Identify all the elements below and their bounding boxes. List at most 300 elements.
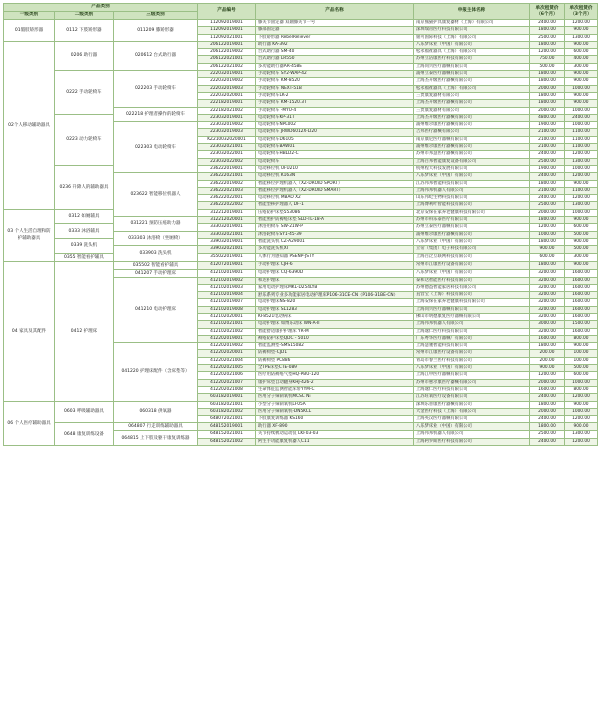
rent-3m-cell: 1000.00 bbox=[565, 408, 598, 415]
rent-3m-cell: 100.00 bbox=[565, 350, 598, 357]
product-code-cell: 222182021002 bbox=[198, 107, 256, 114]
rent-6m-cell: 1800.00 bbox=[530, 78, 565, 85]
rent-6m-cell: 3200.00 bbox=[530, 284, 565, 291]
table-body bbox=[4, 20, 598, 446]
level2-category-cell: 0603 呼吸辅助器具 bbox=[55, 401, 114, 423]
product-code-cell: 339032021001 bbox=[198, 246, 256, 253]
rent-3m-cell: 1000.00 bbox=[565, 122, 598, 129]
applicant-cell: 上海安保在家养老健康科技有限公司 bbox=[414, 299, 530, 306]
rent-6m-cell: 3200.00 bbox=[530, 328, 565, 335]
product-name-cell: KF8521电动病床 bbox=[256, 313, 414, 320]
rent-6m-cell: 3200.00 bbox=[530, 277, 565, 284]
product-name-cell: 电动轮椅车 JRWD6012X-LI20 bbox=[256, 129, 414, 136]
rent-6m-cell: 1800.00 bbox=[530, 261, 565, 269]
product-code-cell: 112092021001 bbox=[198, 34, 256, 41]
rental-price-table-container bbox=[3, 3, 597, 446]
applicant-cell: 大金医疗科技（上海）有限公司 bbox=[414, 408, 530, 415]
table-row bbox=[4, 423, 598, 431]
rent-6m-cell: 1800.00 bbox=[530, 238, 565, 245]
rent-6m-cell: 2400.00 bbox=[530, 438, 565, 445]
level3-category-cell: 033903 洗头机 bbox=[114, 246, 198, 261]
product-code-cell: 222032019001 bbox=[198, 71, 256, 78]
level1-header: 一级类别 bbox=[4, 12, 55, 20]
applicant-cell: 深圳瑞帝医疗科技有限公司 bbox=[414, 27, 530, 34]
product-code-cell: 412202021007 bbox=[198, 379, 256, 386]
applicant-cell: 八乐梦床业（中国）有限公司 bbox=[414, 423, 530, 431]
rent-3m-cell: 1100.00 bbox=[565, 144, 598, 151]
applicant-cell: 松永福祉器具（上海）有限公司 bbox=[414, 49, 530, 56]
product-name-cell: 助行器 XF-890 bbox=[256, 423, 414, 431]
rent-3m-cell: 600.00 bbox=[565, 224, 598, 231]
product-code-cell: 312212019001 bbox=[198, 209, 256, 216]
table-row bbox=[4, 41, 598, 48]
rent-3m-cell: 1200.00 bbox=[565, 151, 598, 158]
rent-3m-cell: 1100.00 bbox=[565, 187, 598, 194]
product-name-cell: 智能监测垫-SMS15082 bbox=[256, 343, 414, 350]
applicant-cell: 南京康尼医疗器械有限公司 bbox=[414, 136, 530, 143]
level2-category-cell: 0412 护理床 bbox=[55, 261, 114, 401]
applicant-cell: 南京熊猫护具康复器材（上海）有限公司 bbox=[414, 20, 530, 27]
name-header: 产品名称 bbox=[256, 4, 414, 20]
level3-category-cell: 031221 预防压疮助力器 bbox=[114, 217, 198, 232]
product-name-cell: 防褥椅垫 PC886 bbox=[256, 357, 414, 364]
product-name-cell: 手动轮椅车 -MYU-4 bbox=[256, 107, 414, 114]
level3-header: 三级类别 bbox=[114, 12, 198, 20]
rent-3m-cell: 1200.00 bbox=[565, 394, 598, 401]
product-code-cell: 206122021001 bbox=[198, 56, 256, 63]
rent-3m-cell: 500.00 bbox=[565, 246, 598, 253]
rent-6m-cell: 3000.00 bbox=[530, 321, 565, 328]
rent-6m-cell: 2000.00 bbox=[530, 85, 565, 92]
rent-6m-cell: 1600.00 bbox=[530, 335, 565, 342]
rent-6m-cell: 2500.00 bbox=[530, 34, 565, 41]
product-code-cell: 223032019003 bbox=[198, 129, 256, 136]
rent-6m-cell: 1800.00 bbox=[530, 71, 565, 78]
level2-category-cell: 0333 沐浴辅具 bbox=[55, 224, 114, 239]
product-code-cell: 206122019002 bbox=[198, 49, 256, 56]
level2-category-cell: 0206 助行器 bbox=[55, 41, 114, 70]
rent-6m-cell: 1800.00 bbox=[530, 180, 565, 187]
product-name-cell: 生命体征监测智能床带YYM-C bbox=[256, 386, 414, 393]
level3-category-cell: 023622 智能移位机器人 bbox=[114, 173, 198, 217]
rent-6m-cell: 2400.00 bbox=[530, 173, 565, 180]
rent-3m-cell: 100.00 bbox=[565, 357, 598, 364]
code-header: 产品编号 bbox=[198, 4, 256, 20]
product-name-cell: 关节持续被动运动仪 LKF03-03 bbox=[256, 431, 414, 438]
product-name-cell: 电动护理床 CQ-6390D bbox=[256, 269, 414, 277]
product-name-cell: 小型分子筛制氧机LF05A bbox=[256, 401, 414, 408]
applicant-cell: 上海江申医疗器械有限公司 bbox=[414, 372, 530, 379]
product-code-cell: 222032019003 bbox=[198, 85, 256, 92]
rent-3m-cell: 400.00 bbox=[565, 56, 598, 63]
rent-3m-cell: 1200.00 bbox=[565, 195, 598, 202]
rent-6m-cell: 2500.00 bbox=[530, 431, 565, 438]
level2-category-cell: 0223 动力轮椅车 bbox=[55, 114, 114, 165]
rent-6m-cell: 1800.00 bbox=[530, 41, 565, 48]
level2-category-cell: 0112 下肢矫形器 bbox=[55, 20, 114, 42]
product-name-cell: 多功能助行器AR-458E bbox=[256, 63, 414, 70]
rent-3m-cell: 900.00 bbox=[565, 261, 598, 269]
applicant-cell: 上海邦邦机器人有限公司 bbox=[414, 321, 530, 328]
rent-3m-cell: 1600.00 bbox=[565, 299, 598, 306]
product-code-cell: 236222022001 bbox=[198, 195, 256, 202]
product-code-cell: 112092019001 bbox=[198, 20, 256, 27]
level3-category-cell: 011209 膝矫形器 bbox=[114, 20, 198, 42]
product-name-cell: 电动轮椅车 bbox=[256, 158, 414, 165]
applicant-cell: 苏州立泰医疗器械有限公司 bbox=[414, 224, 530, 231]
product-name-cell: 智能移位护理机器人（XZ-DROID SMART） bbox=[256, 187, 414, 194]
product-name-cell: 医疗用防褥疮气垫HQ-PBU-120 bbox=[256, 372, 414, 379]
applicant-cell: 山东邦纪生物科技有限公司 bbox=[414, 195, 530, 202]
applicant-cell: 上海逸仁医疗科技有限公司 bbox=[414, 386, 530, 393]
level1-category-cell: 04 家具及其配件 bbox=[4, 261, 55, 401]
applicant-cell: 上海阿罗斯医疗科技有限公司 bbox=[414, 438, 530, 445]
applicant-cell: 北京安保在家养老健康科技有限公司 bbox=[414, 209, 530, 216]
product-name-cell: 压疮防护床垫553086 bbox=[256, 209, 414, 216]
rent-3m-cell: 1000.00 bbox=[565, 379, 598, 386]
product-code-cell: 412202021008 bbox=[198, 386, 256, 393]
product-code-cell: 236222019001 bbox=[198, 165, 256, 172]
applicant-cell: 江苏邦邦智能科技有限公司 bbox=[414, 180, 530, 187]
applicant-cell: 江苏旺氧医疗设备有限公司 bbox=[414, 394, 530, 401]
rent-3m-cell: 1000.00 bbox=[565, 209, 598, 216]
product-name-cell: 和达护理床 bbox=[256, 277, 414, 284]
product-code-cell: 603182019001 bbox=[198, 394, 256, 401]
applicant-cell: 八乐梦床业（中国）有限公司 bbox=[414, 365, 530, 372]
product-name-cell: 手动轮椅车 KM-8520 bbox=[256, 78, 414, 85]
rent-6m-cell: 3200.00 bbox=[530, 269, 565, 277]
rent-6m-cell: 900.00 bbox=[530, 246, 565, 253]
rent-6m-cell: 1900.00 bbox=[530, 165, 565, 172]
product-name-cell: 台式助行器 SM-40 bbox=[256, 49, 414, 56]
level1-category-cell: 03 个人生活自理和防护辅助器具 bbox=[4, 209, 55, 261]
rent-3m-cell: 1200.00 bbox=[565, 20, 598, 27]
rent-6m-cell: 1800.00 bbox=[530, 92, 565, 99]
applicant-cell: 青岛市春兰医疗科技有限公司 bbox=[414, 357, 530, 364]
rent3-header: 单次租赁价 （3个月） bbox=[565, 4, 598, 20]
product-name-cell: 智能照护防褥疮床垫 SLD-TL-18-A bbox=[256, 217, 414, 224]
rent-3m-cell: 1600.00 bbox=[565, 269, 598, 277]
applicant-cell: 八乐梦床业（中国）有限公司 bbox=[414, 269, 530, 277]
product-code-cell: 236222021001 bbox=[198, 173, 256, 180]
rent-3m-cell: 1600.00 bbox=[565, 313, 598, 320]
product-name-cell: 阿生手功能康复机器人C11 bbox=[256, 438, 414, 445]
product-name-cell: 人体行为感知器 PSENP-JSTY bbox=[256, 253, 414, 261]
applicant-cell: 苏州市科乐泰医疗有限公司 bbox=[414, 217, 530, 224]
level3-category-cell: 022203 手动轮椅车 bbox=[114, 71, 198, 107]
product-code-cell: 648072021001 bbox=[198, 416, 256, 423]
product-name-cell: 沐浴用椅车 SW-21W-P bbox=[256, 224, 414, 231]
table-row bbox=[4, 238, 598, 245]
product-name-cell: 康护床垫自动翻身KHJ-426-2 bbox=[256, 379, 414, 386]
product-name-cell: 助行器 KA-392 bbox=[256, 41, 414, 48]
rent-6m-cell: 2000.00 bbox=[530, 209, 565, 216]
rent-3m-cell: 500.00 bbox=[565, 231, 598, 238]
product-name-cell: 电动轮椅车D6105 bbox=[256, 136, 414, 143]
applicant-cell: 常州市江康医疗设备有限公司 bbox=[414, 350, 530, 357]
product-code-cell: 222032020001 bbox=[198, 92, 256, 99]
rent-3m-cell: 1200.00 bbox=[565, 438, 598, 445]
applicant-cell: 上海傅利叶智能科技有限公司 bbox=[414, 202, 530, 209]
product-name-cell: 医用分子筛制氧机-DN5KCL bbox=[256, 408, 414, 415]
rent-3m-cell: 2400.00 bbox=[565, 114, 598, 121]
rent-6m-cell: 2000.00 bbox=[530, 107, 565, 114]
product-code-cell: 412202021006 bbox=[198, 372, 256, 379]
product-name-cell: 电动移位机 UFU210 bbox=[256, 165, 414, 172]
level3-category-cell: 060318 供氧器 bbox=[114, 401, 198, 423]
applicant-cell: 上海邦邦机器人有限公司 bbox=[414, 187, 530, 194]
rent-6m-cell: 3200.00 bbox=[530, 313, 565, 320]
applicant-cell: 上海百邦智能康复设备有限公司 bbox=[414, 158, 530, 165]
rent-3m-cell: 1300.00 bbox=[565, 34, 598, 41]
product-name-cell: 下肢矫形器 RebelReliever bbox=[256, 34, 414, 41]
product-code-cell: 339032019001 bbox=[198, 238, 256, 245]
applicant-cell: 立帝（集团）电子科技有限公司 bbox=[414, 246, 530, 253]
rent-6m-cell: 200.00 bbox=[530, 357, 565, 364]
applicant-cell: 上海杰升级医疗器械有限公司 bbox=[414, 78, 530, 85]
rent-3m-cell: 300.00 bbox=[565, 63, 598, 70]
product-name-cell: 智能舒适康护护理床 YR-M bbox=[256, 328, 414, 335]
rent-6m-cell: 2400.00 bbox=[530, 394, 565, 401]
rent-6m-cell: 1900.00 bbox=[530, 122, 565, 129]
product-name-cell: 电动移位机 MBAO X2 bbox=[256, 195, 414, 202]
level1-category-cell: 01假肢矫形器 bbox=[4, 20, 55, 42]
product-name-cell: 手动轮椅车 NEXT-51B bbox=[256, 85, 414, 92]
product-code-cell: 412202019001 bbox=[198, 335, 256, 342]
product-name-cell: 下肢康复训练器 KS160 bbox=[256, 416, 414, 423]
applicant-cell: 杭州程天科技发展有限公司 bbox=[414, 165, 530, 172]
rent-3m-cell: 900.00 bbox=[565, 217, 598, 224]
product-code-cell: 648152019001 bbox=[198, 423, 256, 431]
table-row bbox=[4, 401, 598, 408]
applicant-cell: 苏州市惠尔康医疗器械有限公司 bbox=[414, 379, 530, 386]
table-row bbox=[4, 71, 598, 78]
product-code-cell: 412102021001 bbox=[198, 321, 256, 328]
rent-3m-cell: 1500.00 bbox=[565, 321, 598, 328]
product-code-cell: 412102020001 bbox=[198, 313, 256, 320]
applicant-cell: 三贵康复器材有限公司 bbox=[414, 107, 530, 114]
product-name-cell: 智能型移护理器人 DF-1 bbox=[256, 202, 414, 209]
product-code-cell: 412202020001 bbox=[198, 350, 256, 357]
rent-6m-cell: 2400.00 bbox=[530, 416, 565, 423]
rent-6m-cell: 1800.00 bbox=[530, 401, 565, 408]
level2-category-cell: 0236 升降人的辅助器具 bbox=[55, 165, 114, 209]
rent-3m-cell: 1300.00 bbox=[565, 431, 598, 438]
rent-6m-cell: 1800.00 bbox=[530, 423, 565, 431]
rent-3m-cell: 900.00 bbox=[565, 100, 598, 107]
rent-6m-cell: 2100.00 bbox=[530, 144, 565, 151]
rent-3m-cell: 1300.00 bbox=[565, 158, 598, 165]
applicant-cell: 浦州维尔康医疗器械有限公司 bbox=[414, 231, 530, 238]
rent-6m-cell: 750.00 bbox=[530, 56, 565, 63]
product-name-cell: 沐浴轮椅车SY1-45-39 bbox=[256, 231, 414, 238]
level3-category-cell: 041210 电动护理床 bbox=[114, 277, 198, 343]
applicant-cell: 八乐梦床业（中国）有限公司 bbox=[414, 41, 530, 48]
product-name-cell: 电动轮椅车BAW01 bbox=[256, 144, 414, 151]
product-name-cell: 膝关节固定器 双轴膝关节一号 bbox=[256, 20, 414, 27]
product-code-cell: 222032019002 bbox=[198, 78, 256, 85]
level3-category-cell: 041220 护理床配件（含床垫等） bbox=[114, 343, 198, 401]
applicant-cell: 浦州立泰医疗器械有限公司 bbox=[414, 71, 530, 78]
rent-3m-cell: 900.00 bbox=[565, 180, 598, 187]
product-code-cell: 236222021003 bbox=[198, 187, 256, 194]
product-name-cell: 手动轮椅车 KM-1520.3T bbox=[256, 100, 414, 107]
level3-category-cell: 020612 台式助行器 bbox=[114, 41, 198, 70]
rent-6m-cell: 1000.00 bbox=[530, 231, 565, 238]
rent-3m-cell: 1200.00 bbox=[565, 416, 598, 423]
product-name-cell: 全TPE床垫CTE-089 bbox=[256, 365, 414, 372]
product-name-cell: 多功能洗头机XI bbox=[256, 246, 414, 253]
rent-6m-cell: 2400.00 bbox=[530, 151, 565, 158]
applicant-cell: 上海邦邦机器人有限公司 bbox=[414, 431, 530, 438]
rent-3m-cell: 600.00 bbox=[565, 49, 598, 56]
applicant-cell: 佛山市明德康复医疗器械有限公司 bbox=[414, 313, 530, 320]
rent-6m-cell: 2100.00 bbox=[530, 187, 565, 194]
rent-6m-cell: 3200.00 bbox=[530, 299, 565, 306]
level2-category-cell: 0312 如厕辅具 bbox=[55, 209, 114, 224]
category-group-header: 产品类别 bbox=[4, 4, 198, 12]
product-name-cell: 手动护理床 CJH-6 bbox=[256, 261, 414, 269]
applicant-cell: 苏州德益智能家居科技有限公司 bbox=[414, 284, 530, 291]
applicant-cell: 松永福祉器具（上海）有限公司 bbox=[414, 85, 530, 92]
product-code-cell: 223032022001 bbox=[198, 151, 256, 158]
applicant-cell: 八乐梦床业（中国）有限公司 bbox=[414, 238, 530, 245]
product-code-cell: 412102019008 bbox=[198, 306, 256, 313]
product-code-cell: 333032021001 bbox=[198, 231, 256, 238]
product-name-cell: 电动轮椅车HBLD2-C bbox=[256, 151, 414, 158]
rent6-header: 单次租赁价 （6个月） bbox=[530, 4, 565, 20]
rent-6m-cell: 2500.00 bbox=[530, 158, 565, 165]
product-name-cell: 手动轮椅车LK-2 bbox=[256, 92, 414, 99]
rent-3m-cell: 300.00 bbox=[565, 253, 598, 261]
rent-3m-cell: 1300.00 bbox=[565, 202, 598, 209]
level3-category-cell: 064815 上下肢及躯干康复训练器 bbox=[114, 431, 198, 446]
applicant-cell: 上海百泛互联网科技有限公司 bbox=[414, 253, 530, 261]
rent-3m-cell: 1600.00 bbox=[565, 277, 598, 284]
product-code-cell: 648152021002 bbox=[198, 438, 256, 445]
rent-6m-cell: 1200.00 bbox=[530, 224, 565, 231]
product-code-cell: 223032019002 bbox=[198, 122, 256, 129]
rent-6m-cell: 3200.00 bbox=[530, 306, 565, 313]
product-name-cell: 医用分子筛制氧机MCSC Ni bbox=[256, 394, 414, 401]
applicant-cell: 深圳乐普康医疗器械有限公司 bbox=[414, 401, 530, 408]
product-code-cell: 206122019001 bbox=[198, 41, 256, 48]
table-row bbox=[4, 261, 598, 269]
applicant-cell: 上海同兴医疗器械有限公司 bbox=[414, 63, 530, 70]
product-code-cell: 603182021002 bbox=[198, 408, 256, 415]
applicant-cell: 上海同兴医疗器械有限公司 bbox=[414, 306, 530, 313]
product-code-cell: 648152021001 bbox=[198, 431, 256, 438]
level3-category-cell: 022218 护理者操作的轮椅车 bbox=[114, 107, 198, 122]
rent-3m-cell: 1600.00 bbox=[565, 328, 598, 335]
rent-3m-cell: 900.00 bbox=[565, 78, 598, 85]
rent-3m-cell: 800.00 bbox=[565, 335, 598, 342]
rent-3m-cell: 900.00 bbox=[565, 27, 598, 34]
product-name-cell: 家用电动护理床MKL-D254LYB bbox=[256, 284, 414, 291]
rental-price-table bbox=[3, 3, 598, 446]
applicant-cell: 八乐梦床业（中国）有限公司 bbox=[414, 173, 530, 180]
applicant-cell: 苏州市邦慧医疗器械有限公司 bbox=[414, 151, 530, 158]
level3-category-cell: 041207 手动护理床 bbox=[114, 269, 198, 277]
table-row bbox=[4, 114, 598, 121]
level2-category-cell: 0339 洗头机 bbox=[55, 238, 114, 253]
level3-category-cell: 035502 智能看护辅具 bbox=[114, 261, 198, 269]
rent-6m-cell: 2100.00 bbox=[530, 129, 565, 136]
product-code-cell: 412072019001 bbox=[198, 261, 256, 269]
rent-3m-cell: 1600.00 bbox=[565, 292, 598, 299]
level1-category-cell: 02个人移动辅助器具 bbox=[4, 41, 55, 209]
product-code-cell: 236222019002 bbox=[198, 180, 256, 187]
rent-6m-cell: 1800.00 bbox=[530, 217, 565, 224]
product-code-cell: 412102021002 bbox=[198, 328, 256, 335]
product-name-cell: 电动轮椅车KP-31T bbox=[256, 114, 414, 121]
rent-6m-cell: 500.00 bbox=[530, 63, 565, 70]
product-name-cell: 手动轮椅车 SY2-WAP-42 bbox=[256, 71, 414, 78]
rent-6m-cell: 1800.00 bbox=[530, 27, 565, 34]
applicant-cell: 上海逸仁医疗科技有限公司 bbox=[414, 328, 530, 335]
table-row bbox=[4, 209, 598, 216]
rent-6m-cell: 1600.00 bbox=[530, 386, 565, 393]
applicant-cell: 上海杰升级医疗器械有限公司 bbox=[414, 114, 530, 121]
level2-header: 二级类别 bbox=[55, 12, 114, 20]
rent-6m-cell: 900.00 bbox=[530, 365, 565, 372]
applicant-cell: 苏州立洁康医疗科技有限公司 bbox=[414, 56, 530, 63]
product-code-cell: 412202019002 bbox=[198, 343, 256, 350]
level3-category-cell: 064807 行走训练辅助器具 bbox=[114, 423, 198, 431]
rent-3m-cell: 1600.00 bbox=[565, 284, 598, 291]
applicant-cell: 常州市江康医疗设备有限公司 bbox=[414, 261, 530, 269]
rent-6m-cell: 200.00 bbox=[530, 350, 565, 357]
rent-6m-cell: 1800.00 bbox=[530, 343, 565, 350]
product-name-cell: 电动护理床NS-820 bbox=[256, 299, 414, 306]
product-code-cell: 412202021004 bbox=[198, 357, 256, 364]
rent-3m-cell: 1600.00 bbox=[565, 306, 598, 313]
applicant-cell: 上海杰升级医疗器械有限公司 bbox=[414, 100, 530, 107]
product-code-cell: 603182021001 bbox=[198, 401, 256, 408]
rent-3m-cell: 1200.00 bbox=[565, 173, 598, 180]
rent-6m-cell: 2500.00 bbox=[530, 202, 565, 209]
rent-3m-cell: 1000.00 bbox=[565, 107, 598, 114]
rent-3m-cell: 900.00 bbox=[565, 238, 598, 245]
rent-3m-cell: 900.00 bbox=[565, 401, 598, 408]
product-code-cell: 412102019007 bbox=[198, 299, 256, 306]
product-code-cell: 412202021005 bbox=[198, 365, 256, 372]
rent-6m-cell: 4800.00 bbox=[530, 114, 565, 121]
firm-header: 申报主体名称 bbox=[414, 4, 530, 20]
product-code-cell: KZ210032020001 bbox=[198, 136, 256, 143]
applicant-cell: 泰和达智能医疗科技有限公司 bbox=[414, 277, 530, 284]
product-name-cell: 智能移位护理机器人（XZ-DROID SPORT） bbox=[256, 180, 414, 187]
applicant-cell: 吉邦医疗器械有限公司 bbox=[414, 129, 530, 136]
product-name-cell: 电动护理床 如博乐动床 WN-A-II bbox=[256, 321, 414, 328]
product-name-cell: 智能洗头机 CZ-A29001 bbox=[256, 238, 414, 245]
product-code-cell: 412102019004 bbox=[198, 292, 256, 299]
rent-3m-cell: 1000.00 bbox=[565, 165, 598, 172]
product-code-cell: 112092019001 bbox=[198, 27, 256, 34]
applicant-cell: 浦州维尔康医疗器械有限公司 bbox=[414, 144, 530, 151]
rent-3m-cell: 1000.00 bbox=[565, 85, 598, 92]
rent-6m-cell: 2000.00 bbox=[530, 379, 565, 386]
level2-category-cell: 0648 康复训练设备 bbox=[55, 423, 114, 446]
rent-3m-cell: 900.00 bbox=[565, 423, 598, 431]
applicant-cell: 银可国际科技（上海）有限公司 bbox=[414, 34, 530, 41]
applicant-cell: 浦州维尔康医疗器械有限公司 bbox=[414, 122, 530, 129]
rent-3m-cell: 900.00 bbox=[565, 41, 598, 48]
rent-3m-cell: 500.00 bbox=[565, 365, 598, 372]
rent-6m-cell: 2100.00 bbox=[530, 136, 565, 143]
rent-6m-cell: 2400.00 bbox=[530, 20, 565, 27]
product-code-cell: 412102019002 bbox=[198, 277, 256, 284]
